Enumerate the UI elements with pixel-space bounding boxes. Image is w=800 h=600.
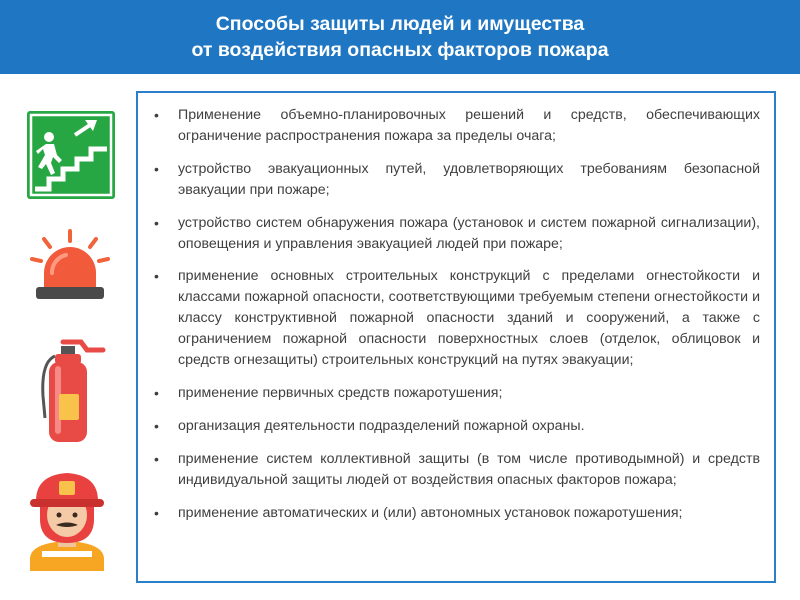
measures-panel [136, 91, 776, 583]
bullet-marker: • [154, 385, 159, 402]
bullet-marker: • [154, 268, 159, 285]
firefighter-icon [22, 467, 112, 576]
list-item-text: применение первичных средств пожаротушения; [178, 385, 503, 402]
list-item [154, 416, 760, 437]
bullet-marker: • [154, 504, 159, 521]
list-item [154, 159, 760, 201]
list-item [154, 503, 760, 524]
page-title-line-2: от воздействия опасных факторов пожара [191, 39, 609, 61]
list-item-text: применение систем коллективной защиты (в том числе противодымной) и средств индивидуальной защиты людей от воздействия опасных факторов пожара; [178, 450, 760, 488]
list-item [154, 449, 760, 491]
list-item-text: Применение объемно-планировочных решений и средств, обеспечивающих ограничение распространения пожара за пределы очага; [178, 107, 760, 144]
list-item [154, 213, 760, 255]
bullet-marker: • [154, 450, 159, 467]
list-item-text: устройство эвакуационных путей, удовлетворяющих требованиям безопасной эвакуации при пожаре; [178, 160, 760, 198]
list-item [154, 105, 760, 147]
fire-extinguisher-icon [33, 336, 109, 451]
alarm-beacon-icon [30, 229, 110, 308]
list-item [154, 383, 760, 404]
emergency-exit-stairs-icon [27, 111, 115, 204]
bullet-marker: • [154, 417, 159, 434]
list-item-text: устройство систем обнаружения пожара (установок и систем пожарной сигнализации), оповещения и управления эвакуацией людей при пожаре; [178, 214, 760, 252]
bullet-marker: • [154, 214, 159, 231]
list-item-text: применение автоматических и (или) автономных установок пожаротушения; [178, 504, 683, 521]
icon-column [0, 74, 130, 600]
list-item-text: организация деятельности подразделений пожарной охраны. [178, 417, 585, 434]
measures-list [154, 105, 760, 524]
list-item-text: применение основных строительных конструкций с пределами огнестойкости и классами пожарной опасности, соответствующими требуемым степени огнестойкости и классу конструктивной пожарной опасности зданий и сооружений, а также с ограничением пожарной опасности поверхностных слоев (отделок, облицовок и средств огнезащиты) строительных конструкций на путях эвакуации; [178, 268, 760, 369]
header-banner [0, 0, 800, 74]
page-title-line-1: Способы защиты людей и имущества [215, 13, 585, 35]
bullet-marker: • [154, 107, 159, 123]
bullet-marker: • [154, 160, 159, 177]
list-item [154, 266, 760, 371]
